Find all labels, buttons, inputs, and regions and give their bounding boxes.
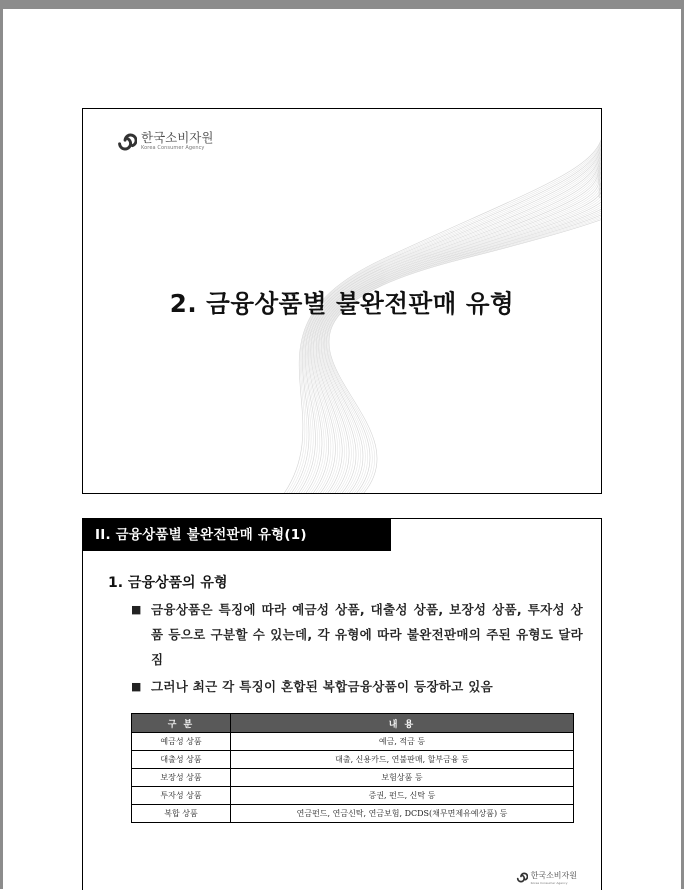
- bullet-list: [131, 597, 583, 701]
- bullet-item: [131, 674, 583, 699]
- square-bullet-icon: ■: [131, 603, 142, 616]
- column-header-content: 내 용: [231, 714, 574, 733]
- product-type-table: [131, 713, 574, 823]
- logo-name-ko: 한국소비자원: [530, 871, 577, 880]
- table-row: [132, 769, 574, 787]
- table-cell-content: 증권, 펀드, 신탁 등: [231, 787, 574, 805]
- table-cell-content: 대출, 신용카드, 연불판매, 할부금융 등: [231, 751, 574, 769]
- table-cell-content: 예금, 적금 등: [231, 733, 574, 751]
- table-row: [132, 751, 574, 769]
- table-row: [132, 733, 574, 751]
- wave-line: [326, 185, 602, 494]
- wave-line: [319, 169, 602, 494]
- bullet-item: [131, 597, 583, 672]
- bullet-text: 그러나 최근 각 특징이 혼합된 복합금융상품이 등장하고 있음: [151, 679, 493, 694]
- wave-line: [316, 164, 602, 494]
- table-row: [132, 805, 574, 823]
- kca-logo-icon: [115, 131, 137, 153]
- kca-logo-small: [515, 871, 577, 885]
- bullet-text: 금융상품은 특징에 따라 예금성 상품, 대출성 상품, 보장성 상품, 투자성 상품 등으로 구분할 수 있는데, 각 유형에 따라 불완전판매의 주된 유형도 달라짐: [151, 602, 583, 667]
- table-cell-category: 투자성 상품: [132, 787, 231, 805]
- table-cell-category: 복합 상품: [132, 805, 231, 823]
- table-cell-content: 연금펀드, 연금신탁, 연금보험, DCDS(채무면제유예상품) 등: [231, 805, 574, 823]
- wave-line: [318, 167, 602, 494]
- slide-title: 2. 금융상품별 불완전판매 유형: [169, 289, 515, 318]
- wave-line: [309, 150, 602, 494]
- column-header-category: 구 분: [132, 714, 231, 733]
- logo-name-en: Korea Consumer Agency: [141, 145, 205, 151]
- table-cell-category: 예금성 상품: [132, 733, 231, 751]
- slide-2: [82, 518, 602, 890]
- table-row: [132, 787, 574, 805]
- wave-line: [315, 162, 602, 494]
- square-bullet-icon: ■: [131, 680, 142, 693]
- table-header-row: [132, 714, 574, 733]
- logo-name-en: Korea Consumer Agency: [530, 881, 568, 885]
- table-cell-category: 보장성 상품: [132, 769, 231, 787]
- wave-line: [329, 192, 602, 494]
- table-cell-content: 보험상품 등: [231, 769, 574, 787]
- slide-1: [82, 108, 602, 494]
- kca-logo-icon: [515, 871, 528, 884]
- logo-name-ko: 한국소비자원: [141, 130, 214, 145]
- slide-title-bar: II. 금융상품별 불완전판매 유형(1): [83, 519, 391, 551]
- wave-line: [307, 148, 602, 494]
- section-heading: 1. 금융상품의 유형: [108, 575, 228, 591]
- kca-logo: [115, 131, 213, 153]
- table-cell-category: 대출성 상품: [132, 751, 231, 769]
- wave-line: [305, 146, 602, 494]
- wave-line: [313, 158, 602, 494]
